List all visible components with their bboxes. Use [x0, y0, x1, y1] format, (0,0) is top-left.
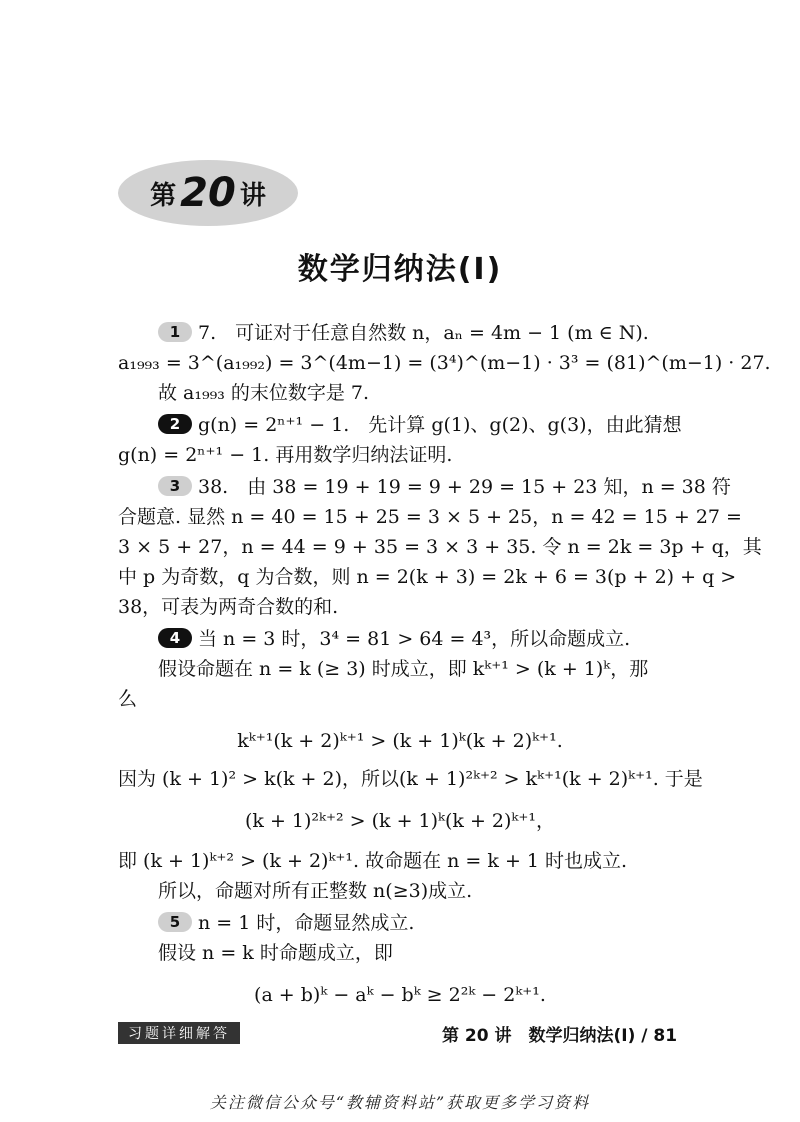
text-line: 38，可表为两奇合数的和. [118, 596, 339, 618]
text-line: 故 a₁₉₉₃ 的末位数字是 7. [158, 382, 370, 404]
page-title: 数学归纳法(Ⅰ) [297, 252, 503, 287]
problem-1-text: 7. 可证对于任意自然数 n，aₙ = 4m − 1 (m ∈ N). [198, 322, 649, 344]
text-line: 合题意. 显然 n = 40 = 15 + 25 = 3 × 5 + 25，n = 42 = 15 + 27 = [118, 506, 742, 528]
text-line: 即 (k + 1)ᵏ⁺² > (k + 2)ᵏ⁺¹. 故命题在 n = k + 1 时也成立. [118, 850, 628, 872]
equation: kᵏ⁺¹(k + 2)ᵏ⁺¹ > (k + 1)ᵏ(k + 2)ᵏ⁺¹. [237, 730, 563, 752]
problem-4-badge: 4 [158, 628, 192, 648]
text-line: a₁₉₉₃ = 3^(a₁₉₉₂) = 3^(4m−1) = (3⁴)^(m−1) · 3³ = (81)^(m−1) · 27. [118, 352, 771, 374]
watermark-text: 关注微信公众号“教辅资料站”获取更多学习资料 [209, 1093, 591, 1112]
problem-4-text: 当 n = 3 时，3⁴ = 81 > 64 = 4³，所以命题成立. [198, 628, 631, 650]
problem-5-text: n = 1 时，命题显然成立. [198, 912, 415, 934]
problem-5-badge: 5 [158, 912, 192, 932]
text-line: 么 [118, 688, 138, 710]
text-line: 所以，命题对所有正整数 n(≥3)成立. [158, 880, 473, 902]
lecture-prefix: 第 [150, 180, 177, 211]
problem-3-line [158, 474, 731, 500]
text-line: 因为 (k + 1)² > k(k + 2)，所以(k + 1)²ᵏ⁺² > kᵏ⁺¹(k + 2)ᵏ⁺¹. 于是 [118, 768, 703, 790]
text-line: g(n) = 2ⁿ⁺¹ − 1. 再用数学归纳法证明. [118, 444, 453, 466]
problem-3-badge: 3 [158, 476, 192, 496]
lecture-suffix: 讲 [239, 180, 266, 211]
footer-section-label: 习题详细解答 [118, 1022, 240, 1044]
lecture-badge [118, 160, 298, 226]
equation: (a + b)ᵏ − aᵏ − bᵏ ≥ 2²ᵏ − 2ᵏ⁺¹. [254, 984, 546, 1006]
text-line: 假设 n = k 时命题成立，即 [158, 942, 393, 964]
problem-2-line [158, 412, 682, 438]
text-line: 假设命题在 n = k (≥ 3) 时成立，即 kᵏ⁺¹ > (k + 1)ᵏ，那 [158, 658, 649, 680]
text-line: 中 p 为奇数，q 为合数，则 n = 2(k + 3) = 2k + 6 = 3(p + 2) + q > [118, 566, 737, 588]
lecture-number: 20 [180, 170, 236, 216]
problem-1-line [158, 320, 649, 346]
problem-3-text: 38. 由 38 = 19 + 19 = 9 + 29 = 15 + 23 知，n = 38 符 [198, 476, 731, 498]
problem-5-line [158, 910, 414, 936]
problem-4-line [158, 626, 630, 652]
problem-2-text: g(n) = 2ⁿ⁺¹ − 1. 先计算 g(1)、g(2)、g(3)，由此猜想 [198, 414, 682, 436]
footer-page-info: 第 20 讲 数学归纳法(Ⅰ) / 81 [442, 1026, 678, 1046]
problem-1-badge: 1 [158, 322, 192, 342]
problem-2-badge: 2 [158, 414, 192, 434]
text-line: 3 × 5 + 27，n = 44 = 9 + 35 = 3 × 3 + 35. 令 n = 2k = 3p + q，其 [118, 536, 762, 558]
equation: (k + 1)²ᵏ⁺² > (k + 1)ᵏ(k + 2)ᵏ⁺¹， [245, 810, 555, 832]
